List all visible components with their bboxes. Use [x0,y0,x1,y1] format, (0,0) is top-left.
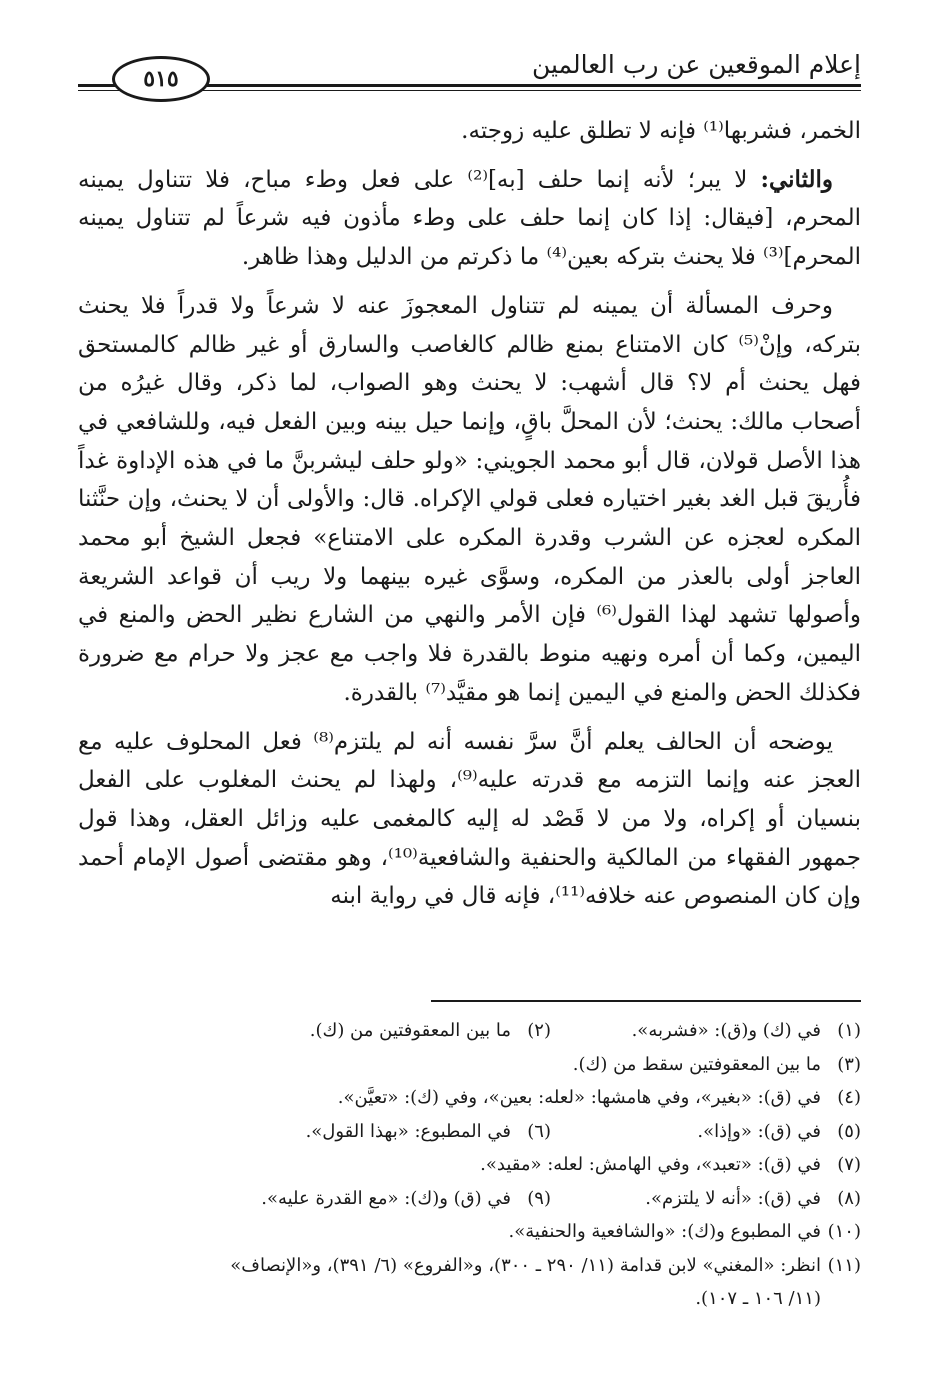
footnote-text: في (ك) و(ق): «فشربه». [631,1020,821,1041]
paragraph-2 [78,161,861,277]
footnote-row-7 [70,1148,861,1182]
footnote-text: في المطبوع: «بهذا القول». [305,1120,511,1142]
paragraph-3 [78,287,861,713]
paragraph-2-text: لا يبر؛ لأنه إنما حلف [به]⁽²⁾ على فعل وطء مباح، فلا تتناول يمينه المحرم، [فيقال: إذا كان إنما حلف على وطء مأذون فيه شرعاً لم تتناول يمينه المحرم]⁽³⁾ فلا يحنث بتركه بعين⁽⁴⁾ ما ذكرتم من الدليل وهذا ظاهر. [78,166,861,271]
footnote-text: في (ق) و(ك): «مع القدرة عليه». [261,1187,511,1209]
footnote-row-11-continued [70,1282,861,1316]
footnote-text: (١١/ ١٠٦ ـ ١٠٧). [695,1288,821,1309]
footnote-separator [431,1000,861,1002]
footnote-row-10 [70,1215,861,1249]
footnote-text: في (ق): «وإذا». [697,1120,821,1142]
footnote-row-8 [70,1182,861,1216]
footnote-text: في (ق): «بغير»، وفي هامشها: «لعله: بعين»، وفي (ك): «تعيَّن». [337,1087,821,1108]
paragraph-3-text: وحرف المسألة أن يمينه لم تتناول المعجوزَ عنه لا شرعاً ولا قدراً فلا يحنث بتركه، وإنْ⁽⁵⁾ كان الامتناع بمنع ظالم كالغاصب والسارق أو غير ظالم كالمستحق فهل يحنث أم لا؟ قال أشهب: لا يحنث وهو الصواب، لما ذكر، وقال غيرُه من أصحاب مالك: يحنث؛ لأن المحلَّ باقٍ، وإنما حيل بينه وبين الفعل فيه، وللشافعي في هذا الأصل قولان، قال أبو محمد الجويني: «ولو حلف ليشربنَّ ما في هذه الإداوة غداً فأُريقَ قبل الغد بغير اختياره فعلى قولي الإكراه. قال: والأولى أن لا يحنث، وإن حنَّثنا المكره لعجزه عن الشرب وقدرة المكره على الامتناع» فجعل الشيخ أبو محمد العاجز أولى بالعذر من المكره، وسوَّى غيره بينهما ولا ريب أن قواعد الشريعة وأصولها تشهد لهذا القول⁽⁶⁾ فإن الأمر والنهي من الشارع نظير الحض والمنع في اليمين، وكما أن أمره ونهيه منوط بالقدرة فلا واجب مع عجز ولا حرام مع ضرورة فكذلك الحض والمنع في اليمين إنما هو مقيَّد⁽⁷⁾ بالقدرة. [78,292,861,706]
page-number: ٥١٥ [143,66,179,92]
paragraph-1 [78,112,861,151]
footnote-row-5 [70,1115,861,1149]
footnote-number: (٩) [527,1187,551,1209]
footnotes [70,1014,861,1316]
footnote-number: (١) [837,1020,861,1041]
paragraph-2-lead: والثاني: [760,165,834,193]
footnote-row-4 [70,1081,861,1115]
footnote-number: (٤) [837,1087,861,1108]
running-title: إعلام الموقعين عن رب العالمين [531,50,861,79]
footnote-text: في (ق): «أنه لا يلتزم». [645,1187,821,1209]
footnote-number: (١٠) [827,1221,861,1242]
footnote-number: (٧) [837,1154,861,1175]
footnote-text: في (ق): «تعبد»، وفي الهامش: لعله: «مقيد». [480,1154,821,1175]
footnote-number: (٨) [837,1187,861,1209]
footnote-number: (١١) [827,1254,861,1276]
footnote-row-3 [70,1048,861,1082]
footnote-text: ما بين المعقوفتين من (ك). [309,1020,511,1041]
footnote-number: (٣) [837,1053,861,1075]
paragraph-4 [78,723,861,917]
main-text [78,112,861,926]
footnote-text: ما بين المعقوفتين سقط من (ك). [572,1053,821,1075]
footnote-number: (٦) [527,1120,551,1142]
footnote-row-11 [70,1249,861,1283]
page-number-badge [112,56,210,102]
footnote-row-1 [70,1014,861,1048]
paragraph-1-text: الخمر، فشربها⁽¹⁾ فإنه لا تطلق عليه زوجته. [461,118,861,144]
footnote-text: انظر: «المغني» لابن قدامة (١١/ ٢٩٠ ـ ٣٠٠)، و«الفروع» (٦/ ٣٩١)، و«الإنصاف» [230,1254,821,1276]
footnote-number: (٢) [527,1020,551,1041]
paragraph-4-text: يوضحه أن الحالف يعلم أنَّ سرَّ نفسه أنه لم يلتزم⁽⁸⁾ فعل المحلوف عليه مع العجز عنه وإنما التزمه مع قدرته عليه⁽⁹⁾، ولهذا لم يحنث المغلوب على الفعل بنسيان أو إكراه، ولا من لا قَصْد له إليه كالمغمى عليه وزائل العقل، وهذا قول جمهور الفقهاء من المالكية والحنفية والشافعية⁽¹⁰⁾، وهو مقتضى أصول الإمام أحمد وإن كان المنصوص عنه خلافه⁽¹¹⁾، فإنه قال في رواية ابنه [78,728,861,910]
footnote-number: (٥) [837,1120,861,1142]
footnote-text: في المطبوع و(ك): «والشافعية والحنفية». [508,1221,821,1242]
